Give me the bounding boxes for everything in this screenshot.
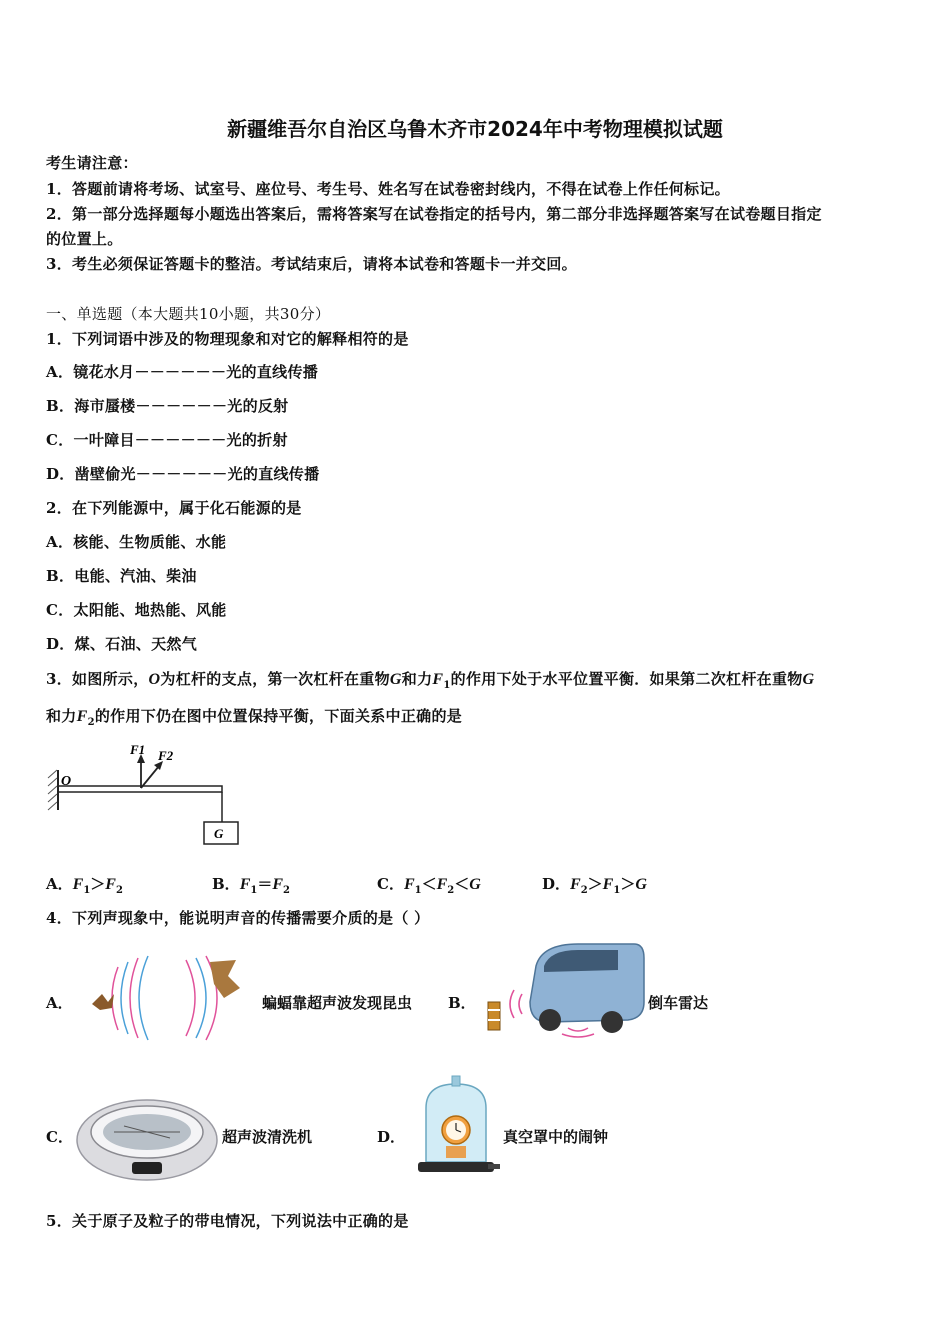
- question-2-option-c: C．太阳能、地热能、风能: [46, 601, 227, 619]
- question-3-option-b: B．$F_1=F_2$: [212, 875, 290, 896]
- weight-label: G: [214, 826, 224, 841]
- question-4-option-b-label: B．: [448, 994, 476, 1012]
- question-1-option-c: C．一叶障目－－－－－－光的折射: [46, 431, 288, 449]
- question-1-option-d: D．凿壁偷光－－－－－－光的直线传播: [46, 465, 320, 483]
- question-4-option-a-label: A．: [46, 994, 73, 1012]
- bat-insect-image: [88, 952, 258, 1044]
- question-4-option-d-text: 真空罩中的闹钟: [503, 1128, 609, 1146]
- question-4-option-a-text: 蝙蝠靠超声波发现昆虫: [262, 994, 413, 1012]
- pivot-label: O: [61, 774, 72, 789]
- question-3-stem-line-1: 3．如图所示，O为杠杆的支点，第一次杠杆在重物G和力$F_1$的作用下处于水平位置平衡．如果第二次杠杆在重物G: [46, 670, 815, 691]
- question-3-option-a: A．$F_1>F_2$: [46, 875, 123, 896]
- bell-jar-clock-image: [412, 1074, 500, 1182]
- notice-item-1: 1．答题前请将考场、试室号、座位号、考生号、姓名写在试卷密封线内，不得在试卷上作任何标记。: [46, 180, 730, 198]
- question-2-option-d: D．煤、石油、天然气: [46, 635, 198, 653]
- f2-arrow: [141, 766, 159, 788]
- question-5-stem: 5．关于原子及粒子的带电情况，下列说法中正确的是: [46, 1212, 409, 1230]
- f2-label: F2: [158, 748, 174, 763]
- bat-icon: [92, 994, 114, 1010]
- notice-heading: 考生请注意：: [46, 154, 138, 172]
- f1-label: F1: [130, 742, 146, 757]
- notice-item-3: 3．考生必须保证答题卡的整洁。考试结束后，请将本试卷和答题卡一并交回。: [46, 255, 577, 273]
- question-4-option-d-label: D．: [377, 1128, 406, 1146]
- insect-icon: [210, 960, 240, 998]
- page-title: 新疆维吾尔自治区乌鲁木齐市2024年中考物理模拟试题: [227, 117, 723, 141]
- section-heading: 一、单选题（本大题共10小题，共30分）: [46, 305, 331, 323]
- cleaner-button: [132, 1162, 162, 1174]
- ultrasonic-cleaner-image: [74, 1088, 220, 1184]
- question-2-option-a: A．核能、生物质能、水能: [46, 533, 227, 551]
- question-3-option-d: D．$F_2>F_1>G$: [542, 875, 647, 896]
- traffic-cone: [488, 1002, 500, 1030]
- notice-item-2-cont: 的位置上。: [46, 230, 123, 248]
- question-4-stem: 4．下列声现象中，能说明声音的传播需要介质的是（ ）: [46, 909, 430, 927]
- question-2-option-b: B．电能、汽油、柴油: [46, 567, 197, 585]
- question-4-option-c-label: C．: [46, 1128, 73, 1146]
- question-1-stem: 1．下列词语中涉及的物理现象和对它的解释相符的是: [46, 330, 409, 348]
- notice-item-2: 2．第一部分选择题每小题选出答案后，需将答案写在试卷指定的括号内，第二部分非选择题答案写在试卷题目指定: [46, 205, 822, 223]
- question-1-option-b: B．海市蜃楼－－－－－－光的反射: [46, 397, 289, 415]
- lever-bar: [58, 786, 222, 792]
- question-3-option-c: C．$F_1<F_2<G$: [377, 875, 481, 896]
- lever-diagram: [44, 740, 254, 850]
- question-1-option-a: A．镜花水月－－－－－－光的直线传播: [46, 363, 319, 381]
- question-3-stem-line-2: 和力$F_2$的作用下仍在图中位置保持平衡，下面关系中正确的是: [46, 707, 463, 728]
- question-4-option-c-text: 超声波清洗机: [222, 1128, 313, 1146]
- question-4-option-b-text: 倒车雷达: [648, 994, 709, 1012]
- question-2-stem: 2．在下列能源中，属于化石能源的是: [46, 499, 302, 517]
- car-radar-image: [478, 940, 648, 1038]
